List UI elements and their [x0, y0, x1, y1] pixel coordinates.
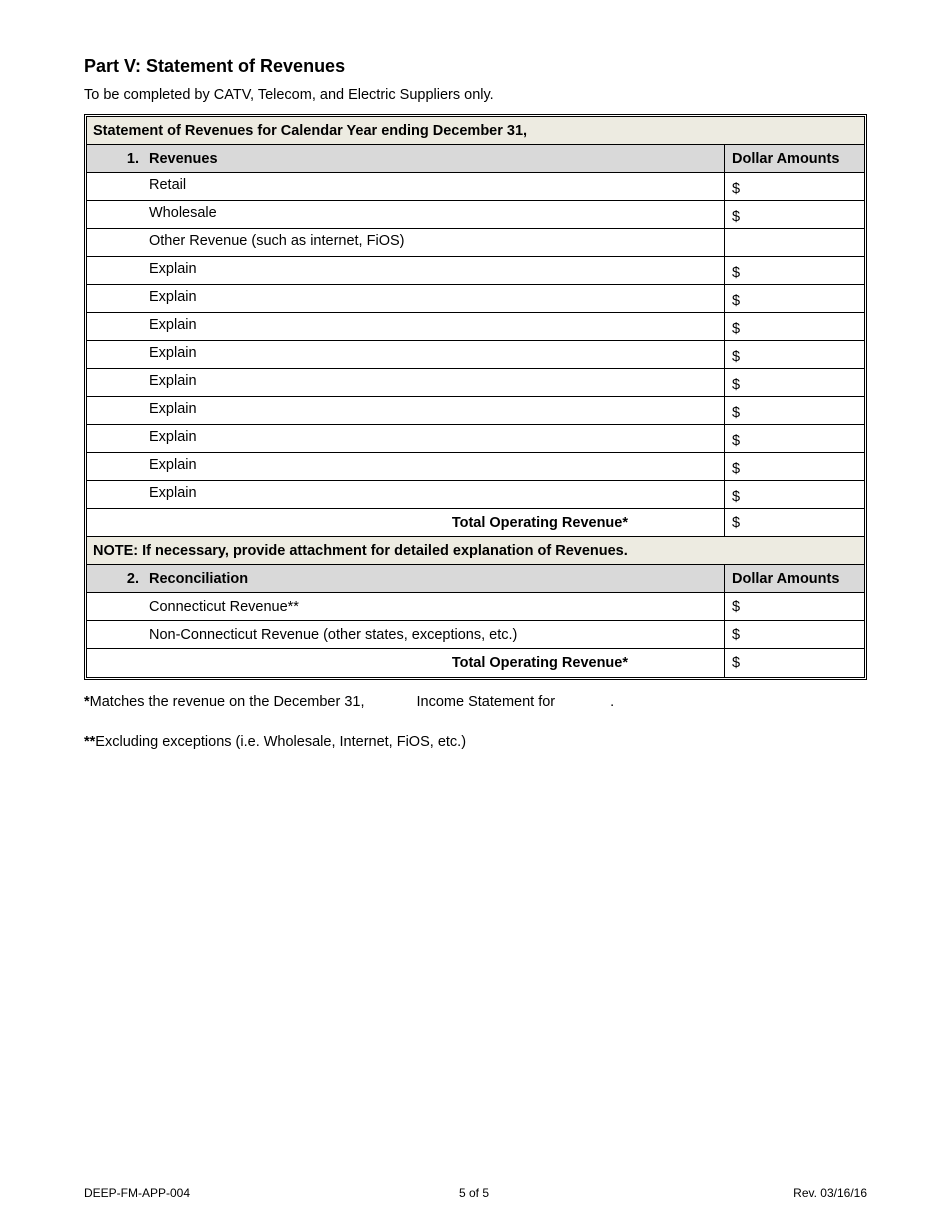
revenue-amount-field[interactable]: $	[732, 489, 741, 505]
total-operating-revenue-row-2	[87, 649, 864, 677]
section-2-header	[87, 565, 864, 593]
footnote-1-mark: *	[84, 694, 90, 710]
revenue-label[interactable]: Explain	[149, 453, 725, 480]
note-text: NOTE: If necessary, provide attachment for detailed explanation of Revenues.	[93, 542, 628, 559]
revenue-row	[87, 285, 864, 313]
section-1-amount-header: Dollar Amounts	[732, 150, 840, 167]
section-1-title: Revenues	[149, 145, 725, 172]
revenue-amount-field	[725, 229, 864, 256]
revenue-row	[87, 257, 864, 285]
revenue-row	[87, 397, 864, 425]
revenue-label[interactable]: Explain	[149, 397, 725, 424]
total-1-amount-field[interactable]: $	[732, 514, 741, 531]
reconciliation-label: Connecticut Revenue**	[149, 593, 725, 620]
note-row	[87, 537, 864, 565]
revenue-row	[87, 201, 864, 229]
reconciliation-rows	[87, 593, 864, 649]
section-2-number: 2.	[126, 570, 139, 587]
revenue-label[interactable]: Explain	[149, 369, 725, 396]
revenue-amount-field[interactable]: $	[732, 181, 741, 197]
revenue-row	[87, 313, 864, 341]
section-2-amount-header: Dollar Amounts	[732, 570, 840, 587]
revenue-label: Other Revenue (such as internet, FiOS)	[149, 229, 725, 256]
footnote-1-end: .	[610, 694, 615, 710]
footnote-1-text-a: Matches the revenue on the December 31,	[89, 694, 365, 710]
revenue-label[interactable]: Explain	[149, 481, 725, 508]
revenue-row	[87, 481, 864, 509]
revenue-label[interactable]: Explain	[149, 313, 725, 340]
section-1-number: 1.	[126, 150, 139, 167]
revenue-amount-field[interactable]: $	[732, 433, 741, 449]
section-1-header	[87, 145, 864, 173]
reconciliation-row	[87, 621, 864, 649]
revenue-label[interactable]: Explain	[149, 425, 725, 452]
revision-date: Rev. 03/16/16	[793, 1186, 867, 1200]
reconciliation-amount-field[interactable]: $	[732, 626, 741, 643]
revenue-amount-field[interactable]: $	[732, 321, 741, 337]
revenue-row	[87, 341, 864, 369]
revenue-row	[87, 229, 864, 257]
revenue-amount-field[interactable]: $	[732, 405, 741, 421]
footnote-1	[84, 694, 614, 710]
revenue-amount-field[interactable]: $	[732, 265, 741, 281]
total-operating-revenue-row-1	[87, 509, 864, 537]
revenue-row	[87, 369, 864, 397]
page-title: Part V: Statement of Revenues	[84, 56, 346, 76]
revenue-amount-field[interactable]: $	[732, 293, 741, 309]
revenue-label[interactable]: Explain	[149, 285, 725, 312]
page-number: 5 of 5	[459, 1186, 490, 1200]
revenue-row	[87, 425, 864, 453]
revenue-statement-table	[84, 114, 867, 680]
total-1-label: Total Operating Revenue*	[149, 509, 725, 536]
reconciliation-label: Non-Connecticut Revenue (other states, exceptions, etc.)	[149, 621, 725, 648]
footnote-2	[84, 734, 466, 750]
table-header-row	[87, 117, 864, 145]
revenue-label[interactable]: Explain	[149, 257, 725, 284]
revenue-amount-field[interactable]: $	[732, 349, 741, 365]
form-id: DEEP-FM-APP-004	[84, 1186, 191, 1200]
footnote-2-text: Excluding exceptions (i.e. Wholesale, Internet, FiOS, etc.)	[95, 734, 467, 750]
total-2-label: Total Operating Revenue*	[149, 649, 725, 677]
page-subtitle: To be completed by CATV, Telecom, and Electric Suppliers only.	[84, 87, 494, 103]
revenue-label: Wholesale	[149, 201, 725, 228]
revenue-amount-field[interactable]: $	[732, 209, 741, 225]
revenue-rows	[87, 173, 864, 509]
revenue-amount-field[interactable]: $	[732, 461, 741, 477]
table-header: Statement of Revenues for Calendar Year ending December 31,	[93, 122, 528, 139]
total-2-amount-field[interactable]: $	[732, 655, 741, 671]
reconciliation-row	[87, 593, 864, 621]
revenue-label[interactable]: Explain	[149, 341, 725, 368]
revenue-row	[87, 173, 864, 201]
revenue-label: Retail	[149, 173, 725, 200]
footnote-1-text-b: Income Statement for	[416, 694, 556, 710]
section-2-title: Reconciliation	[149, 565, 725, 592]
revenue-row	[87, 453, 864, 481]
reconciliation-amount-field[interactable]: $	[732, 598, 741, 615]
footnote-2-mark: **	[84, 734, 96, 750]
revenue-amount-field[interactable]: $	[732, 377, 741, 393]
